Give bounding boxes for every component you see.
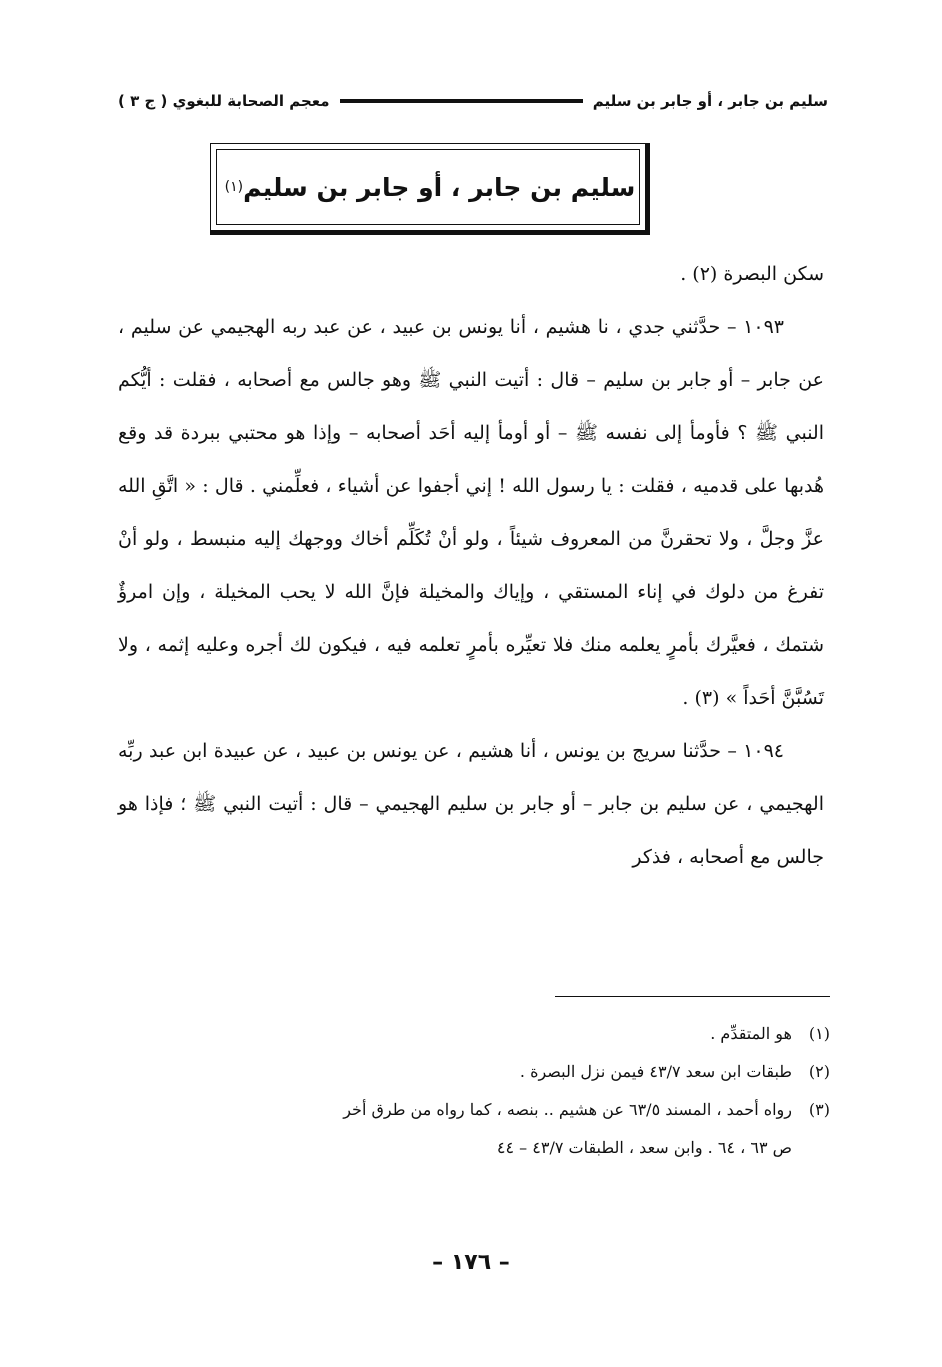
paragraph-residence: سكن البصرة (٢) .	[680, 263, 824, 285]
footnote-number: (٢)	[808, 1062, 830, 1081]
header-section-title: سليم بن جابر ، أو جابر بن سليم	[592, 92, 828, 110]
footnote-text: هو المتقدِّم .	[710, 1024, 792, 1043]
paragraph-hadith-1093: ١٠٩٣ – حدَّثني جدي ، نا هشيم ، أنا يونس بن عبيد ، عن عبد ربه الهجيمي عن سليم ، عن جابر – أو جابر بن سليم – قال : أتيت النبي ﷺ وهو جالس مع أصحابه ، فقلت : أيُّكم النبي ﷺ ؟ فأومأ إلى نفسه ﷺ – أو أومأ إليه أحَد أصحابه – وإذا هو محتبي ببردة قد وقع هُدبها على قدميه ، فقلت : يا رسول الله ! إني أجفوا عن أشياء ، فعلِّمني . قال : « اتَّقِ الله عزَّ وجلَّ ، ولا تحقرنَّ من المعروف شيئاً ، ولو أنْ تُكَلِّم أخاك ووجهك إليه منبسط ، ولو أنْ تفرغ من دلوك في إناء المستقي ، وإياك والمخيلة فإنَّ الله لا يحب المخيلة ، وإن امرؤٌ شتمك ، فعيَّرك بأمرٍ يعلمه منك فلا تعيِّره بأمرٍ تعلمه فيه ، فيكون لك أجره وعليه إثمه ، ولا تَسُبَّنَّ أحَداً » (٣) .	[118, 316, 825, 709]
paragraph-hadith-1094: ١٠٩٤ – حدَّثنا سريج بن يونس ، أنا هشيم ، عن يونس بن عبيد ، عن عبيدة ابن عبد ربِّه الهجيمي ، عن سليم بن جابر – أو جابر بن سليم الهجيمي – قال : أتيت النبي ﷺ ؛ فإذا هو جالس مع أصحابه ، فذكر	[118, 740, 824, 868]
chapter-title-text: سليم بن جابر ، أو جابر بن سليم	[243, 172, 636, 202]
footnote-number: (١)	[808, 1024, 830, 1043]
footnote-text: رواه أحمد ، المسند ٦٣/٥ عن هشيم .. بنصه ، كما رواه من طرق أخر	[343, 1100, 792, 1119]
chapter-title-box	[210, 143, 650, 235]
running-header	[118, 86, 828, 116]
footnote-text: طبقات ابن سعد ٤٣/٧ فيمن نزل البصرة .	[519, 1062, 792, 1081]
chapter-title-note: (١)	[224, 179, 244, 195]
header-book-title: معجم الصحابة للبغوي ( ج ٣ )	[118, 92, 330, 110]
footnote-text: ص ٦٣ ، ٦٤ . وابن سعد ، الطبقات ٤٣/٧ – ٤٤	[496, 1138, 792, 1157]
footnotes	[118, 1015, 830, 1167]
main-text	[118, 248, 824, 884]
chapter-title	[216, 149, 640, 225]
footnote-divider	[555, 996, 830, 997]
footnote-3	[118, 1091, 830, 1129]
page-number: – ١٧٦ –	[432, 1250, 510, 1275]
footnote-number: (٣)	[808, 1100, 830, 1119]
footnote-2	[118, 1053, 830, 1091]
header-rule	[340, 99, 583, 103]
footnote-1	[118, 1015, 830, 1053]
footnote-3-continuation	[118, 1129, 830, 1167]
